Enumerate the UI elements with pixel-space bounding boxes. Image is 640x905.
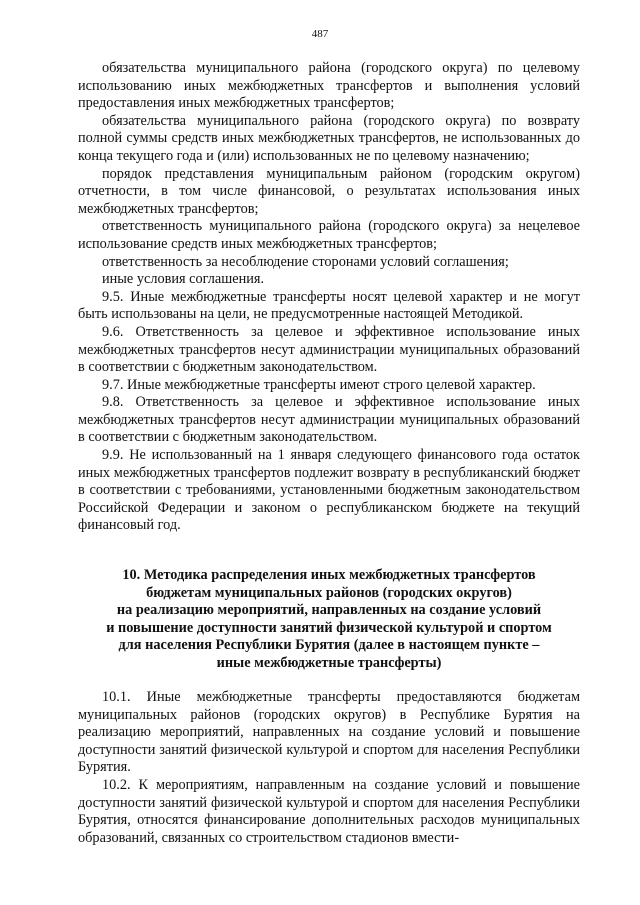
- paragraph-9-6: 9.6. Ответственность за целевое и эффективное использование иных межбюджетных трансфертов несут администрации муниципальных образований в соответствии с бюджетным законодательством.: [78, 323, 580, 376]
- paragraph-9-5: 9.5. Иные межбюджетные трансферты носят целевой характер и не могут быть использованы на цели, не предусмотренные настоящей Методикой.: [78, 288, 580, 323]
- paragraph: иные условия соглашения.: [102, 271, 265, 288]
- paragraph-9-8: 9.8. Ответственность за целевое и эффективное использование иных межбюджетных трансфертов несут администрации муниципальных образований в соответствии с бюджетным законодательством.: [78, 394, 580, 446]
- paragraph: ответственность за несоблюдение сторонами условий соглашения;: [102, 253, 509, 270]
- heading-line: и повышение доступности занятий физической культурой и спортом: [106, 619, 552, 636]
- paragraph-10-2: 10.2. К мероприятиям, направленным на создание условий и повышение доступности занятий физической культурой и спортом для населения Республики Бурятия, относятся финансирование дополнительных расходов муниципальных образований, связанных со строительством стадионов вмести-: [78, 776, 580, 846]
- paragraph-9-9: 9.9. Не использованный на 1 января следующего финансового года остаток иных межбюджетных трансфертов подлежит возврату в республиканский бюджет в соответствии с требованиями, установленными бюджетным законодательством Российской Федерации и законом о республиканском бюджете на текущий финансовый год.: [78, 447, 580, 534]
- document-body-before: [78, 60, 580, 535]
- page-number: 487: [311, 28, 329, 40]
- paragraph: ответственность муниципального района (городского округа) за нецелевое использование средств иных межбюджетных трансфертов;: [78, 218, 580, 252]
- paragraph-9-7: 9.7. Иные межбюджетные трансферты имеют строго целевой характер.: [102, 376, 536, 393]
- heading-line: бюджетам муниципальных районов (городских округов): [146, 584, 512, 601]
- paragraph: обязательства муниципального района (городского округа) по возврату полной суммы средств иных межбюджетных трансфертов, не использованных до конца текущего года и (или) использованных не по целевому назначению;: [78, 112, 580, 164]
- paragraph: порядок представления муниципальным районом (городским округом) отчетности, в том числе финансовой, о результатах использования иных межбюджетных трансфертов;: [78, 165, 580, 217]
- section-heading: [78, 567, 580, 673]
- paragraph: обязательства муниципального района (городского округа) по целевому использованию иных межбюджетных трансфертов и выполнения условий предоставления иных межбюджетных трансфертов;: [78, 60, 580, 112]
- heading-line: иные межбюджетные трансферты): [216, 654, 442, 671]
- heading-line: для населения Республики Бурятия (далее в настоящем пункте –: [118, 637, 540, 654]
- heading-line: на реализацию мероприятий, направленных на создание условий: [116, 602, 542, 619]
- heading-line: 10. Методика распределения иных межбюджетных трансфертов: [122, 567, 536, 583]
- paragraph-10-1: 10.1. Иные межбюджетные трансферты предоставляются бюджетам муниципальных районов (городских округов) в Республике Бурятия на реализацию мероприятий, направленных на создание условий и повышение доступности занятий физической культурой и спортом для населения Республики Бурятия.: [78, 689, 580, 776]
- document-body-after: [78, 689, 580, 847]
